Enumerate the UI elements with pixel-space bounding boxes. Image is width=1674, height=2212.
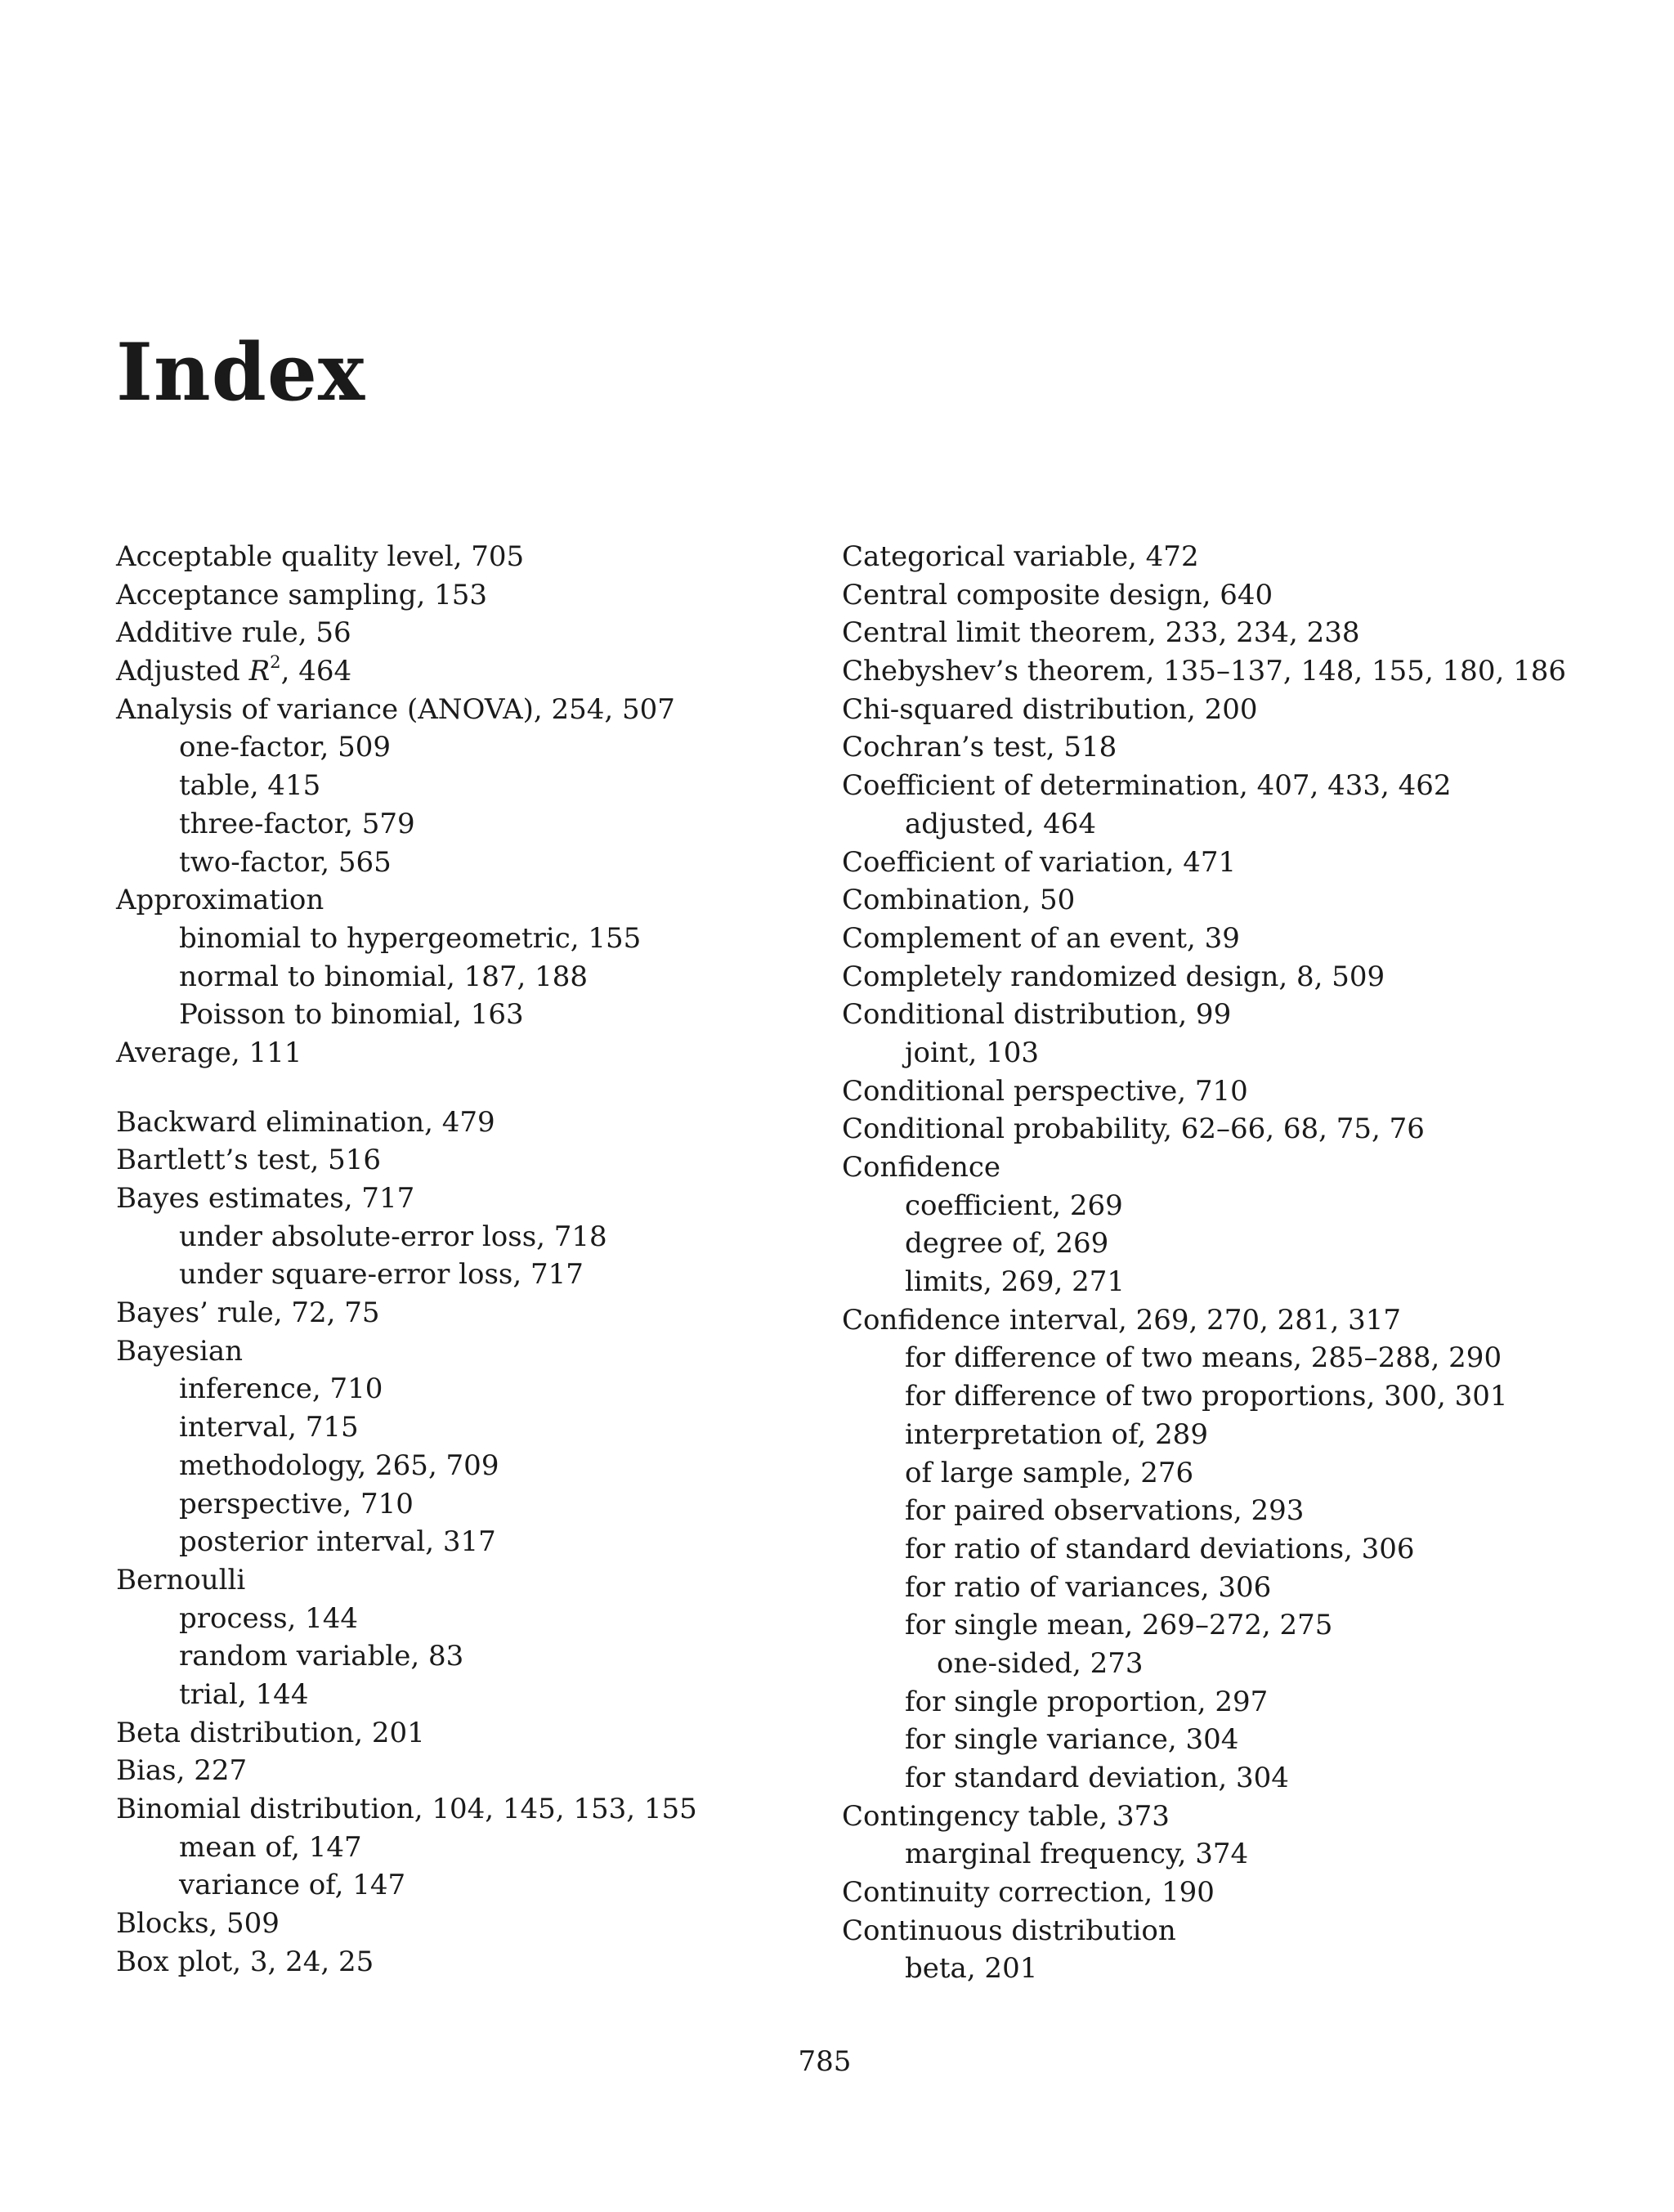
index-entry: Conditional distribution, 99	[842, 998, 1232, 1032]
index-entry: Confidence	[842, 1151, 1001, 1184]
index-entry: Completely randomized design, 8, 509	[842, 960, 1385, 993]
index-entry: Chebyshev’s theorem, 135–137, 148, 155, 180, 186	[842, 655, 1566, 688]
page-title: Index	[116, 326, 366, 419]
index-subentry: three-factor, 579	[179, 807, 415, 840]
index-entry: Conditional probability, 62–66, 68, 75, 76	[842, 1113, 1425, 1146]
index-subentry: Poisson to binomial, 163	[179, 998, 524, 1032]
index-subentry: for difference of two means, 285–288, 290	[905, 1341, 1502, 1375]
index-entry: Combination, 50	[842, 884, 1076, 917]
index-entry: Complement of an event, 39	[842, 921, 1240, 955]
index-entry: Continuity correction, 190	[842, 1876, 1215, 1910]
index-entry: Continuous distribution	[842, 1914, 1176, 1947]
index-subentry: adjusted, 464	[905, 807, 1096, 840]
page-number: 785	[798, 2045, 852, 2078]
index-subentry: for ratio of standard deviations, 306	[905, 1532, 1415, 1565]
index-entry: Conditional perspective, 710	[842, 1074, 1248, 1108]
index-subentry: limits, 269, 271	[905, 1265, 1125, 1299]
index-entry: Acceptable quality level, 705	[116, 540, 525, 573]
index-entry: Bartlett’s test, 516	[116, 1144, 381, 1177]
index-subentry: process, 144	[179, 1601, 359, 1635]
index-entry: Bias, 227	[116, 1754, 248, 1788]
index-subentry: of large sample, 276	[905, 1456, 1194, 1489]
index-subentry: interval, 715	[179, 1411, 359, 1444]
index-entry: Chi-squared distribution, 200	[842, 692, 1258, 726]
index-entry: Adjusted $R^2$, 464	[116, 651, 352, 688]
index-subentry: for ratio of variances, 306	[905, 1570, 1272, 1604]
index-subentry: under square-error loss, 717	[179, 1258, 584, 1292]
index-subentry: trial, 144	[179, 1677, 309, 1711]
index-subentry: normal to binomial, 187, 188	[179, 960, 589, 993]
index-subentry: degree of, 269	[905, 1227, 1109, 1260]
index-subentry: table, 415	[179, 769, 321, 803]
index-subentry: random variable, 83	[179, 1640, 464, 1673]
index-subentry: for paired observations, 293	[905, 1494, 1305, 1528]
index-entry: Approximation	[116, 884, 325, 917]
index-entry: Acceptance sampling, 153	[116, 578, 487, 611]
index-subentry: variance of, 147	[179, 1869, 406, 1902]
index-subentry: for single variance, 304	[905, 1723, 1239, 1757]
index-entry: Categorical variable, 472	[842, 540, 1199, 573]
index-subentry: posterior interval, 317	[179, 1525, 496, 1559]
index-entry: Coefficient of variation, 471	[842, 845, 1237, 879]
index-entry: Box plot, 3, 24, 25	[116, 1945, 374, 1978]
index-subentry: perspective, 710	[179, 1487, 414, 1520]
index-subentry: beta, 201	[905, 1952, 1038, 1986]
index-subentry: marginal frequency, 374	[905, 1838, 1249, 1871]
index-subentry: one-sided, 273	[937, 1646, 1144, 1680]
index-entry: Contingency table, 373	[842, 1799, 1170, 1833]
index-entry: Backward elimination, 479	[116, 1105, 495, 1139]
index-entry: Coefficient of determination, 407, 433, 462	[842, 769, 1452, 803]
index-entry: Cochran’s test, 518	[842, 731, 1117, 764]
index-column-left	[116, 538, 697, 1981]
index-subentry: for single proportion, 297	[905, 1685, 1269, 1718]
index-subentry: under absolute-error loss, 718	[179, 1220, 607, 1253]
index-entry: Bayes’ rule, 72, 75	[116, 1296, 380, 1330]
index-subentry: for single mean, 269–272, 275	[905, 1609, 1333, 1642]
index-entry: Beta distribution, 201	[116, 1716, 425, 1749]
index-entry: Blocks, 509	[116, 1907, 280, 1941]
index-subentry: interpretation of, 289	[905, 1417, 1208, 1451]
index-subentry: for standard deviation, 304	[905, 1762, 1289, 1794]
index-subentry: one-factor, 509	[179, 731, 392, 764]
index-entry: Bernoulli	[116, 1563, 246, 1596]
index-subentry: mean of, 147	[179, 1830, 362, 1864]
index-subentry: two-factor, 565	[179, 845, 392, 879]
index-entry: Binomial distribution, 104, 145, 153, 155	[116, 1793, 697, 1825]
index-column-right	[842, 538, 1566, 1988]
index-subentry: for difference of two proportions, 300, 301	[905, 1380, 1508, 1413]
index-entry: Analysis of variance (ANOVA), 254, 507	[116, 692, 675, 726]
index-entry: Average, 111	[116, 1036, 302, 1069]
index-subentry: methodology, 265, 709	[179, 1449, 499, 1482]
index-entry: Bayes estimates, 717	[116, 1182, 415, 1215]
index-entry: Central composite design, 640	[842, 578, 1273, 611]
index-entry: Bayesian	[116, 1334, 244, 1368]
index-subentry: inference, 710	[179, 1372, 383, 1406]
index-subentry: joint, 103	[905, 1036, 1039, 1069]
index-entry: Additive rule, 56	[116, 616, 351, 650]
index-entry: Central limit theorem, 233, 234, 238	[842, 616, 1360, 650]
index-subentry: coefficient, 269	[905, 1189, 1123, 1222]
index-subentry: binomial to hypergeometric, 155	[179, 921, 642, 955]
index-entry: Confidence interval, 269, 270, 281, 317	[842, 1303, 1402, 1337]
